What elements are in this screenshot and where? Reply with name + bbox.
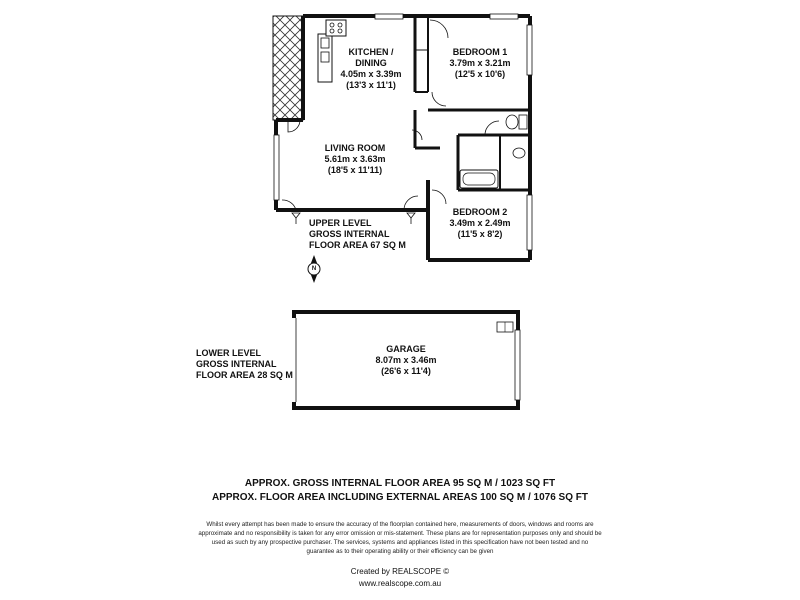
- disclaimer-line4: guarantee as to their operating ability or their efficiency can be given: [306, 548, 494, 555]
- garage-imperial: (26'6 x 11'4): [381, 366, 431, 376]
- upper-level-line2: GROSS INTERNAL: [309, 229, 390, 239]
- garage-label: [356, 344, 456, 377]
- bedroom1-name: BEDROOM 1: [452, 47, 508, 57]
- lower-level-line3: FLOOR AREA 28 SQ M: [196, 370, 293, 380]
- kitchen-name: KITCHEN /: [348, 47, 394, 57]
- summary-external-area: APPROX. FLOOR AREA INCLUDING EXTERNAL AREAS 100 SQ M / 1076 SQ FT: [212, 492, 588, 503]
- bedroom1-imperial: (12'5 x 10'6): [454, 69, 506, 79]
- credit-url: www.realscope.com.au: [358, 579, 442, 588]
- disclaimer-line2: approximate and no responsibility is taken for any error omission or mis-statement. These plans are for representation purposes only and should be: [198, 530, 602, 537]
- credit-created-by: Created by REALSCOPE ©: [350, 567, 450, 576]
- balcony-hatched: [273, 16, 303, 120]
- kitchen-label: [336, 47, 406, 91]
- garage-metric: 8.07m x 3.46m: [375, 355, 437, 365]
- disclaimer-line1: Whilst every attempt has been made to ensure the accuracy of the floorplan contained here, measurements of doors, windows and rooms are: [206, 521, 594, 528]
- living-metric: 5.61m x 3.63m: [324, 154, 386, 164]
- summary-gross-area: APPROX. GROSS INTERNAL FLOOR AREA 95 SQ M / 1023 SQ FT: [244, 478, 556, 489]
- bedroom1-metric: 3.79m x 3.21m: [449, 58, 511, 68]
- upper-level-label: [309, 218, 406, 251]
- living-room-label: [315, 143, 395, 176]
- kitchen-name-2: DINING: [355, 58, 387, 68]
- living-name: LIVING ROOM: [324, 143, 386, 153]
- living-imperial: (18'5 x 11'11): [327, 165, 383, 175]
- compass-north-letter: N: [311, 266, 317, 272]
- bedroom2-name: BEDROOM 2: [452, 207, 508, 217]
- upper-level-line1: UPPER LEVEL: [309, 218, 372, 228]
- disclaimer-line3: used as such by any prospective purchaser. The services, systems and appliances listed in this specification have not been tested and no: [211, 539, 589, 546]
- bedroom2-imperial: (11'5 x 8'2): [457, 229, 503, 239]
- garage-name: GARAGE: [386, 344, 426, 354]
- lower-level-line1: LOWER LEVEL: [196, 348, 261, 358]
- lower-level-line2: GROSS INTERNAL: [196, 359, 277, 369]
- kitchen-metric: 4.05m x 3.39m: [340, 69, 402, 79]
- upper-level-line3: FLOOR AREA 67 SQ M: [309, 240, 406, 250]
- bedroom2-metric: 3.49m x 2.49m: [449, 218, 511, 228]
- bedroom1-label: [440, 47, 520, 80]
- lower-level-label: [196, 348, 293, 381]
- bedroom2-label: [440, 207, 520, 240]
- kitchen-imperial: (13'3 x 11'1): [346, 80, 396, 90]
